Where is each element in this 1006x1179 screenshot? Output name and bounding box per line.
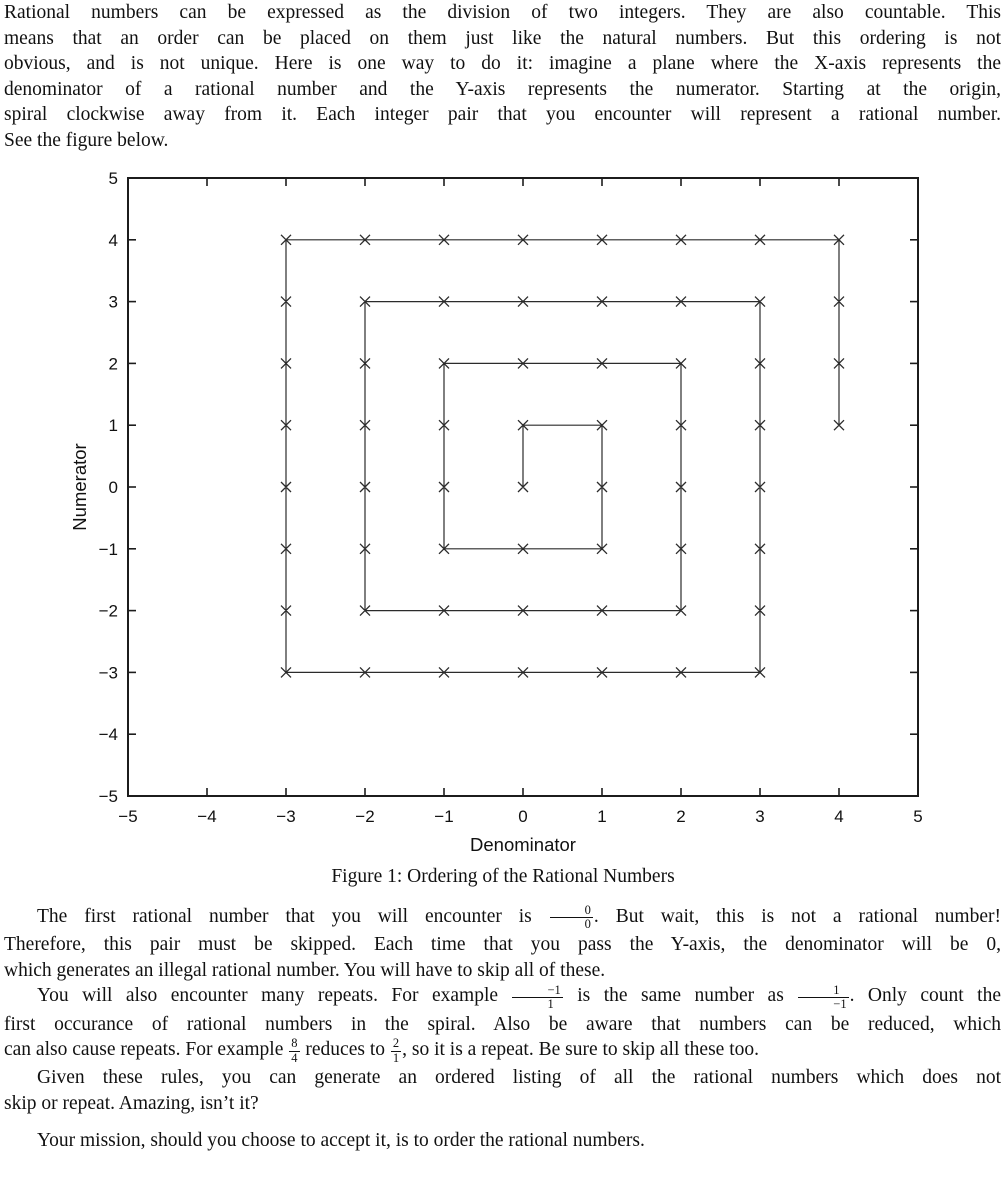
- text-run: . But wait, this is not a rational number!: [593, 905, 1001, 927]
- spiral-plot: [0, 163, 1006, 863]
- text-run: Given these rules, you can generate an ordered listing of all the rational numbers which does not: [37, 1067, 1001, 1089]
- y-tick-label: 2: [108, 353, 118, 373]
- y-tick-label: −1: [98, 539, 118, 559]
- x-tick-label: 5: [913, 806, 923, 826]
- figure-1: [0, 163, 1006, 889]
- text-line: [4, 77, 1001, 103]
- x-tick-label: −2: [355, 806, 375, 826]
- y-axis-label: Numerator: [69, 442, 90, 531]
- text-run: denominator of a rational number and the Y-axis represents the numerator. Starting at the origin,: [4, 78, 1001, 100]
- y-tick-label: 4: [108, 230, 118, 250]
- text-line: [4, 1012, 1001, 1038]
- inline-fraction: $\frac{8}{4}$: [291, 1036, 298, 1065]
- text-line: [4, 102, 1001, 128]
- text-line: [4, 983, 1001, 1011]
- text-run: is the same number as: [563, 985, 798, 1007]
- y-tick-label: −3: [98, 662, 118, 682]
- text-run: spiral clockwise away from it. Each integer pair that you encounter will represent a rational number.: [4, 104, 1001, 126]
- inline-fraction: $\frac{1}{-1}$: [798, 984, 848, 1012]
- text-run: , so it is a repeat. Be sure to skip all these too.: [402, 1039, 759, 1061]
- body-paragraphs: [0, 904, 1006, 1154]
- text-run: See the figure below.: [4, 129, 169, 151]
- x-tick-label: −5: [118, 806, 138, 826]
- text-run: Rational numbers can be expressed as the division of two integers. They are also countable. This: [4, 2, 1001, 23]
- x-tick-label: 4: [834, 806, 844, 826]
- text-run: The first rational number that you will encounter is: [37, 905, 549, 927]
- text-line: [4, 1091, 1001, 1117]
- y-tick-label: −2: [98, 601, 118, 621]
- paragraph: [4, 1065, 1001, 1116]
- text-run: reduces to: [300, 1039, 390, 1061]
- x-tick-label: −1: [434, 806, 454, 826]
- text-line: [4, 26, 1001, 52]
- text-line: [4, 128, 1001, 154]
- text-run: first occurance of rational numbers in the spiral. Also be aware that numbers can be reduced, which: [4, 1013, 1001, 1035]
- text-run: which generates an illegal rational number. You will have to skip all of these.: [4, 959, 606, 981]
- paragraph: [4, 0, 1001, 154]
- text-line: [4, 1037, 1001, 1065]
- x-tick-label: 1: [597, 806, 607, 826]
- text-run: Therefore, this pair must be skipped. Each time that you pass the Y-axis, the denominator will be 0,: [4, 933, 1001, 955]
- intro-paragraphs: [0, 0, 1006, 154]
- text-run: You will also encounter many repeats. For example: [37, 985, 512, 1007]
- x-tick-label: 3: [755, 806, 765, 826]
- text-line: [4, 904, 1001, 932]
- x-tick-label: −3: [276, 806, 296, 826]
- y-tick-label: 1: [108, 415, 118, 435]
- inline-fraction: $\frac{-1}{1}$: [512, 984, 562, 1012]
- text-run: obvious, and is not unique. Here is one way to do it: imagine a plane where the X-axis represents the: [4, 53, 1001, 75]
- text-run: Your mission, should you choose to accept it, is to order the rational numbers.: [37, 1129, 645, 1151]
- text-line: [4, 1065, 1001, 1091]
- figure-caption: Figure 1: Ordering of the Rational Numbers: [331, 865, 675, 887]
- paragraph: [4, 1128, 1001, 1154]
- text-run: can also cause repeats. For example: [4, 1039, 289, 1061]
- paragraph: [4, 983, 1001, 1065]
- text-line: [4, 1128, 1001, 1154]
- text-line: [4, 0, 1001, 26]
- y-tick-label: −5: [98, 786, 118, 806]
- x-tick-label: 2: [676, 806, 686, 826]
- y-tick-label: 0: [108, 477, 118, 497]
- paragraph: [4, 904, 1001, 984]
- text-run: . Only count the: [849, 985, 1001, 1007]
- text-run: means that an order can be placed on them just like the natural numbers. But this ordering is not: [4, 27, 1001, 49]
- y-tick-label: −4: [98, 724, 118, 744]
- y-tick-label: 5: [108, 168, 118, 188]
- x-tick-label: −4: [197, 806, 217, 826]
- inline-fraction: $\frac{0}{0}$: [550, 904, 593, 932]
- x-tick-label: 0: [518, 806, 528, 826]
- text-line: [4, 932, 1001, 958]
- inline-fraction: $\frac{2}{1}$: [392, 1036, 400, 1065]
- x-axis-label: Denominator: [470, 833, 576, 855]
- text-line: [4, 958, 1001, 984]
- text-line: [4, 51, 1001, 77]
- y-tick-label: 3: [108, 292, 118, 312]
- text-run: skip or repeat. Amazing, isn’t it?: [4, 1093, 259, 1115]
